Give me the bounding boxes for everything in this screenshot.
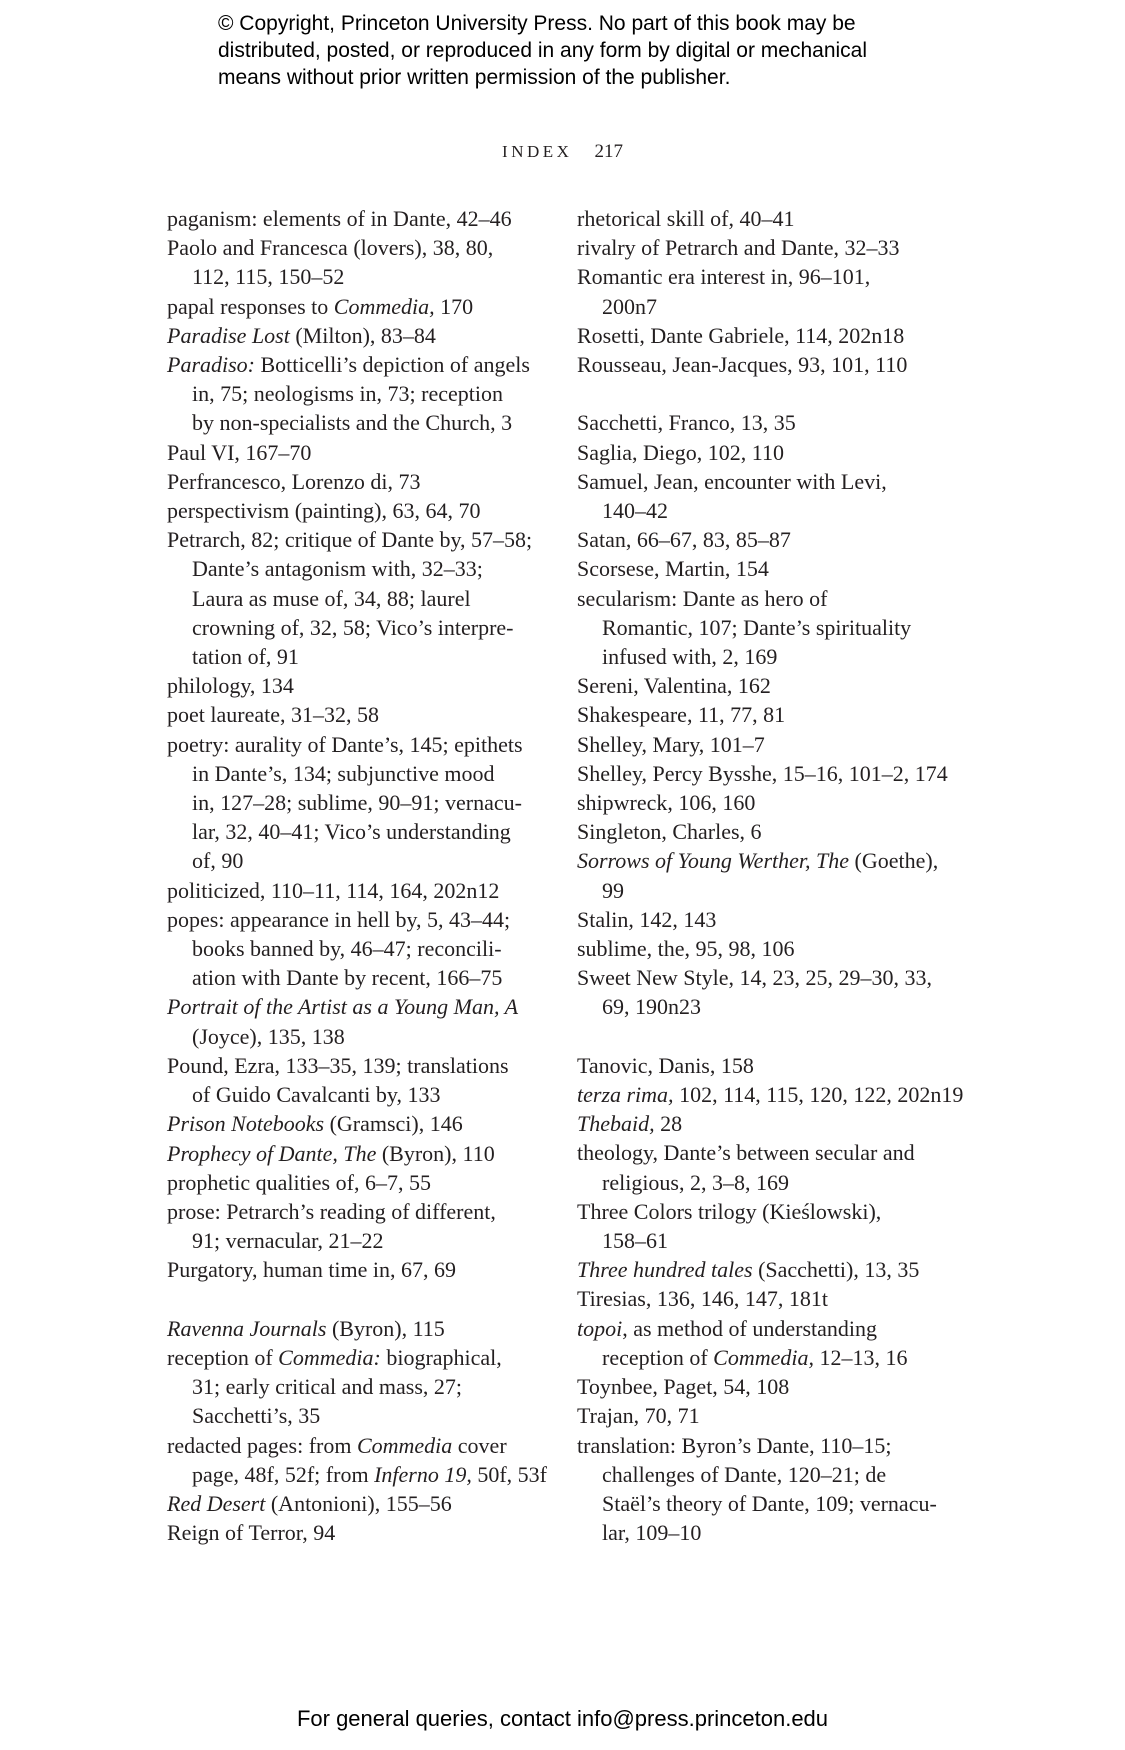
index-entry-text: Dante’s antagonism with, 32–33; <box>192 556 483 582</box>
index-entry-text: Sacchetti’s, 35 <box>192 1403 321 1429</box>
index-entry <box>577 204 947 233</box>
index-entry-text: Shelley, Mary, 101–7 <box>577 731 765 757</box>
index-entry <box>167 1489 542 1518</box>
index-entry-text: lar, 109–10 <box>602 1520 702 1546</box>
index-entry-text: (Sacchetti), 13, 35 <box>752 1257 920 1283</box>
index-entry <box>167 1109 542 1138</box>
index-entry-text: 69, 190n23 <box>602 994 701 1020</box>
index-entry-text: (Byron), 110 <box>376 1140 495 1166</box>
index-column-right <box>577 204 964 1547</box>
index-entry-text: shipwreck, 106, 160 <box>577 790 756 816</box>
index-entry <box>167 992 542 1050</box>
index-entry-text: infused with, 2, 169 <box>602 644 778 670</box>
index-entry-text: 140–42 <box>602 498 668 524</box>
index-entry-italic-text: Thebaid, <box>577 1111 655 1137</box>
letter-group-gap <box>577 1022 947 1051</box>
index-entry <box>167 671 542 700</box>
index-entry-text: 158–61 <box>602 1228 668 1254</box>
index-entry <box>577 759 947 788</box>
index-entry <box>167 1255 542 1284</box>
index-entry-text: in, 127–28; sublime, 90–91; vernacu- <box>192 790 522 816</box>
index-entry-text: in Dante’s, 134; subjunctive mood <box>192 760 495 786</box>
index-entry-italic-text: Paradiso: <box>167 352 255 378</box>
index-entry-italic-text: Commedia: <box>278 1344 381 1370</box>
index-entry-text: 102, 114, 115, 120, 122, 202n19 <box>673 1082 964 1108</box>
index-entry-text: Tanovic, Danis, 158 <box>577 1052 754 1078</box>
index-entry-text: redacted pages: from <box>167 1432 357 1458</box>
index-entry-text: Purgatory, human time in, 67, 69 <box>167 1257 457 1283</box>
index-entry-text: translation: Byron’s Dante, 110–15; <box>577 1432 892 1458</box>
index-entry-text: Rosetti, Dante Gabriele, 114, 202n18 <box>577 322 905 348</box>
index-entry-text: popes: appearance in hell by, 5, 43–44; <box>167 906 511 932</box>
index-entry-text: Tiresias, 136, 146, 147, 181t <box>577 1286 828 1312</box>
index-entry-text: prophetic qualities of, 6–7, 55 <box>167 1169 431 1195</box>
index-entry <box>577 671 947 700</box>
index-entry-text: ation with Dante by recent, 166–75 <box>192 965 503 991</box>
index-entry-text: Three Colors trilogy (Kieślowski), <box>577 1198 882 1224</box>
index-entry <box>167 1314 542 1343</box>
index-entry-text: page, 48f, 52f; from <box>192 1461 375 1487</box>
letter-group-gap <box>577 379 947 408</box>
index-entry-italic-text: terza rima, <box>577 1082 674 1108</box>
index-entry <box>577 1372 947 1401</box>
index-entry <box>167 1343 542 1431</box>
index-entry-text: challenges of Dante, 120–21; de <box>602 1461 887 1487</box>
index-entry-text: Botticelli’s depiction of angels <box>255 352 530 378</box>
running-head <box>0 141 1125 163</box>
index-entry-text: of, 90 <box>192 848 244 874</box>
index-entry-text: Petrarch, 82; critique of Dante by, 57–58; <box>167 527 533 553</box>
index-entry-text: poet laureate, 31–32, 58 <box>167 702 379 728</box>
index-entry-text: 99 <box>602 877 624 903</box>
index-entry <box>167 292 542 321</box>
index-entry-text: Shelley, Percy Bysshe, 15–16, 101–2, 174 <box>577 760 948 786</box>
index-entry-text: (Gramsci), 146 <box>324 1111 463 1137</box>
index-entry-text: Sweet New Style, 14, 23, 25, 29–30, 33, <box>577 965 933 991</box>
copyright-line: © Copyright, Princeton University Press. No part of this book may be <box>218 12 856 35</box>
letter-group-gap <box>167 1285 542 1314</box>
index-entry-text: (Goethe), <box>849 848 939 874</box>
index-entry-text: Satan, 66–67, 83, 85–87 <box>577 527 791 553</box>
index-entry-text: Shakespeare, 11, 77, 81 <box>577 702 786 728</box>
index-entry-text: Reign of Terror, 94 <box>167 1520 336 1546</box>
index-entry <box>577 1197 947 1255</box>
index-entry-text: (Antonioni), 155–56 <box>265 1490 452 1516</box>
index-entry-text: paganism: elements of in Dante, 42–46 <box>167 206 512 231</box>
index-entry <box>167 438 542 467</box>
index-entry-text: Samuel, Jean, encounter with Levi, <box>577 468 887 494</box>
index-entry <box>167 1139 542 1168</box>
index-entry-text: Rousseau, Jean-Jacques, 93, 101, 110 <box>577 352 908 378</box>
index-entry <box>577 963 947 1021</box>
index-entry <box>167 730 542 876</box>
index-entry-text: Staël’s theory of Dante, 109; vernacu- <box>602 1490 937 1516</box>
index-entry-italic-text: topoi <box>577 1315 623 1341</box>
index-entry-text: by non-specialists and the Church, 3 <box>192 410 513 436</box>
index-entry <box>577 788 947 817</box>
index-entry-text: rhetorical skill of, 40–41 <box>577 206 795 231</box>
index-entry-text: theology, Dante’s between secular and <box>577 1140 915 1166</box>
index-entry <box>577 1314 947 1372</box>
index-entry <box>167 876 542 905</box>
index-entry-text: philology, 134 <box>167 673 294 699</box>
index-entry-italic-text: Inferno 19, <box>374 1461 472 1487</box>
index-entry <box>167 496 542 525</box>
index-entry <box>167 905 542 993</box>
index-entry-text: Saglia, Diego, 102, 110 <box>577 439 784 465</box>
index-entry-text: 50f, 53f <box>471 1461 547 1487</box>
index-entry-text: Sereni, Valentina, 162 <box>577 673 771 699</box>
index-entry-text: books banned by, 46–47; reconcili- <box>192 936 502 962</box>
index-entry <box>577 730 947 759</box>
index-entry-text: Romantic, 107; Dante’s spirituality <box>602 614 912 640</box>
index-entry-text: 170 <box>434 293 474 319</box>
index-entry <box>577 525 947 554</box>
index-entry-text: lar, 32, 40–41; Vico’s understanding <box>192 819 511 845</box>
index-entry <box>577 554 947 583</box>
index-entry-italic-text: Commedia, <box>333 293 435 319</box>
index-entry <box>577 350 947 379</box>
index-entry <box>167 233 542 291</box>
index-entry-italic-text: Red Desert <box>167 1490 266 1516</box>
index-entry <box>577 584 947 672</box>
index-entry <box>167 1051 542 1109</box>
index-entry-text: (Joyce), 135, 138 <box>192 1023 345 1049</box>
index-entry <box>577 1109 947 1138</box>
index-entry-italic-text: Portrait of the Artist as a Young Man, A <box>167 994 519 1020</box>
index-entry-text: Romantic era interest in, 96–101, <box>577 264 871 290</box>
index-entry <box>167 350 542 438</box>
index-entry <box>167 700 542 729</box>
index-entry-text: Toynbee, Paget, 54, 108 <box>577 1374 790 1400</box>
index-entry-italic-text: Paradise Lost <box>167 322 290 348</box>
index-entry <box>577 934 947 963</box>
index-entry <box>577 1080 964 1109</box>
index-entry-text: biographical, <box>380 1344 502 1370</box>
index-entry-text: poetry: aurality of Dante’s, 145; epithets <box>167 731 523 757</box>
index-entry-text: , as method of understanding <box>622 1315 878 1341</box>
index-entry-text: Singleton, Charles, 6 <box>577 819 762 845</box>
index-entry-italic-text: Sorrows of Young Werther, The <box>577 848 850 874</box>
index-entry <box>577 846 947 904</box>
index-entry <box>577 1431 947 1548</box>
index-entry <box>577 408 947 437</box>
index-entry <box>167 1197 542 1255</box>
index-entry-text: 12–13, 16 <box>814 1344 908 1370</box>
index-entry <box>577 1284 947 1313</box>
index-entry-text: Scorsese, Martin, 154 <box>577 556 769 582</box>
index-entry-text: sublime, the, 95, 98, 106 <box>577 936 795 962</box>
index-entry-text: cover <box>452 1432 507 1458</box>
index-entry <box>577 233 947 262</box>
index-entry <box>577 262 947 320</box>
index-entry <box>577 438 947 467</box>
index-entry-text: secularism: Dante as hero of <box>577 585 828 611</box>
index-entry-text: (Milton), 83–84 <box>289 322 436 348</box>
index-entry-text: tation of, 91 <box>192 644 299 670</box>
index-entry <box>577 1051 947 1080</box>
index-entry-text: papal responses to <box>167 293 334 319</box>
copyright-notice <box>218 10 978 91</box>
index-entry-italic-text: Prophecy of Dante, The <box>167 1140 377 1166</box>
index-entry-text: perspectivism (painting), 63, 64, 70 <box>167 498 481 524</box>
index-entry-text: of Guido Cavalcanti by, 133 <box>192 1082 441 1108</box>
index-entry <box>167 1168 542 1197</box>
index-entry <box>577 321 947 350</box>
index-entry <box>167 1518 542 1547</box>
index-entry-italic-text: Prison Notebooks <box>167 1111 325 1137</box>
index-entry <box>577 817 947 846</box>
index-entry-text: (Byron), 115 <box>326 1315 445 1341</box>
index-entry-text: politicized, 110–11, 114, 164, 202n12 <box>167 877 500 903</box>
index-entry-text: rivalry of Petrarch and Dante, 32–33 <box>577 235 900 261</box>
index-entry-text: religious, 2, 3–8, 169 <box>602 1169 789 1195</box>
index-entry <box>577 467 947 525</box>
index-entry <box>577 700 947 729</box>
index-entry <box>577 1138 947 1196</box>
index-entry-italic-text: Three hundred tales <box>577 1257 753 1283</box>
index-entry-text: Paul VI, 167–70 <box>167 439 312 465</box>
index-entry-text: 200n7 <box>602 293 657 319</box>
index-entry <box>577 1255 947 1284</box>
running-head-title: INDEX <box>502 142 573 161</box>
index-entry-text: Laura as muse of, 34, 88; laurel <box>192 585 471 611</box>
index-entry-text: 28 <box>654 1111 683 1137</box>
index-entry-text: reception of <box>167 1344 279 1370</box>
index-entry-text: 91; vernacular, 21–22 <box>192 1228 384 1254</box>
index-entry-text: in, 75; neologisms in, 73; reception <box>192 381 504 407</box>
index-entry-text: Stalin, 142, 143 <box>577 906 717 932</box>
index-entry-italic-text: Commedia, <box>713 1344 814 1370</box>
copyright-line: means without prior written permission of the publisher. <box>218 66 731 89</box>
copyright-line: distributed, posted, or reproduced in any form by digital or mechanical <box>218 39 868 62</box>
index-entry-text: Sacchetti, Franco, 13, 35 <box>577 410 796 436</box>
index-entry-text: Perfrancesco, Lorenzo di, 73 <box>167 468 421 494</box>
index-column-left <box>167 204 547 1547</box>
page-number: 217 <box>594 141 623 162</box>
index-entry <box>167 321 542 350</box>
index-entry <box>167 467 542 496</box>
index-entry <box>167 525 542 671</box>
index-entry-italic-text: Ravenna Journals <box>167 1315 327 1341</box>
index-entry-text: 112, 115, 150–52 <box>192 264 345 290</box>
index-entry <box>577 1401 947 1430</box>
index-entry-text: Trajan, 70, 71 <box>577 1403 700 1429</box>
index-entry-italic-text: Commedia <box>356 1432 453 1458</box>
index-entry <box>167 204 542 233</box>
index-entry-text: crowning of, 32, 58; Vico’s interpre- <box>192 614 514 640</box>
index-entry-text: prose: Petrarch’s reading of different, <box>167 1198 496 1224</box>
index-entry-text: reception of <box>602 1344 714 1370</box>
footer-contact: For general queries, contact info@press.princeton.edu <box>296 1706 829 1731</box>
index-entry-text: 31; early critical and mass, 27; <box>192 1374 463 1400</box>
index-entry-text: Pound, Ezra, 133–35, 139; translations <box>167 1052 509 1078</box>
index-entry-text: Paolo and Francesca (lovers), 38, 80, <box>167 235 494 261</box>
index-entry <box>577 905 947 934</box>
index-entry <box>167 1431 547 1489</box>
